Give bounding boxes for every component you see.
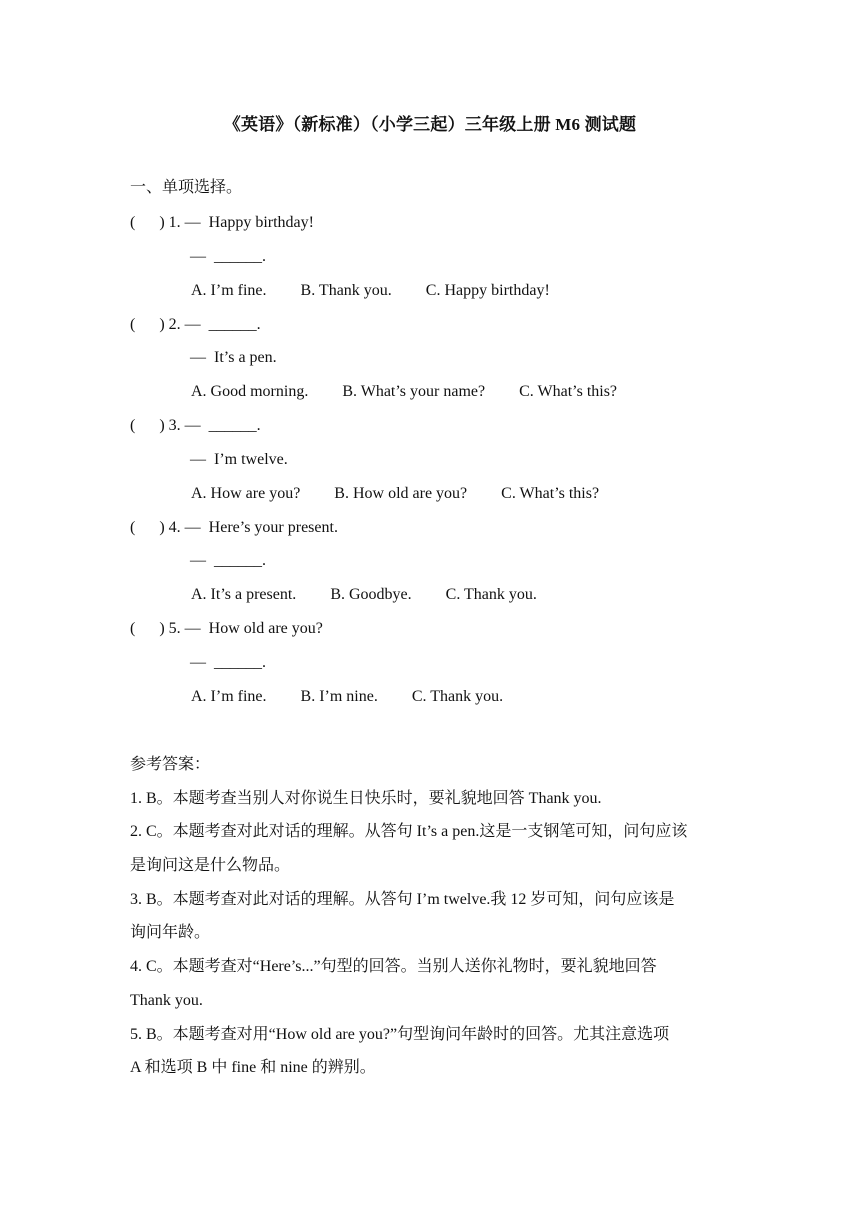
answer-line: 询问年龄。 (130, 924, 211, 941)
page-title: 《英语》（新标准）（小学三起）三年级上册 M6 测试题 (223, 115, 637, 134)
option-a: A. I’m fine. (191, 688, 267, 705)
question-reply: — I’m twelve. (190, 451, 288, 468)
option-a: A. It’s a present. (191, 586, 297, 603)
option-a: A. I’m fine. (191, 282, 267, 299)
answer-line: 4. C。本题考查对“Here’s...”句型的回答。当别人送你礼物时，要礼貌地回答 (130, 958, 657, 975)
answer-line: 3. B。本题考查对此对话的理解。从答句 I’m twelve.我 12 岁可知，问句应该是 (130, 891, 675, 908)
question-reply: — It’s a pen. (190, 349, 277, 366)
question-reply: — ______. (190, 248, 266, 265)
answer-line: 是询问这是什么物品。 (130, 857, 291, 874)
answer-line: Thank you. (130, 992, 203, 1009)
option-b: B. How old are you? (334, 485, 468, 502)
option-c: C. Happy birthday! (425, 282, 550, 299)
question-options (191, 687, 503, 707)
answer-line: 1. B。本题考查当别人对你说生日快乐时，要礼貌地回答 Thank you. (130, 790, 602, 807)
option-b: B. What’s your name? (342, 383, 486, 400)
question-stem: ( ) 4. — Here’s your present. (130, 519, 338, 536)
question-options (191, 585, 537, 605)
section-heading: 一、单项选择。 (130, 179, 243, 196)
question-options (191, 382, 617, 402)
option-b: B. Thank you. (300, 282, 392, 299)
question-stem: ( ) 2. — ______. (130, 316, 261, 333)
option-a: A. Good morning. (191, 383, 309, 400)
question-options (191, 281, 550, 301)
option-c: C. What’s this? (501, 485, 600, 502)
option-c: C. What’s this? (519, 383, 618, 400)
option-b: B. Goodbye. (330, 586, 412, 603)
option-c: C. Thank you. (445, 586, 537, 603)
answer-line: A 和选项 B 中 fine 和 nine 的辨别。 (130, 1059, 376, 1076)
option-b: B. I’m nine. (300, 688, 378, 705)
question-stem: ( ) 1. — Happy birthday! (130, 214, 314, 231)
question-options (191, 484, 599, 504)
question-stem: ( ) 5. — How old are you? (130, 620, 323, 637)
option-c: C. Thank you. (411, 688, 504, 705)
answers-heading: 参考答案： (130, 756, 211, 773)
question-reply: — ______. (190, 654, 266, 671)
answer-line: 2. C。本题考查对此对话的理解。从答句 It’s a pen.这是一支钢笔可知，问句应该 (130, 823, 688, 840)
question-reply: — ______. (190, 552, 266, 569)
option-a: A. How are you? (191, 485, 301, 502)
answer-line: 5. B。本题考查对用“How old are you?”句型询问年龄时的回答。尤其注意选项 (130, 1026, 670, 1043)
question-stem: ( ) 3. — ______. (130, 417, 261, 434)
